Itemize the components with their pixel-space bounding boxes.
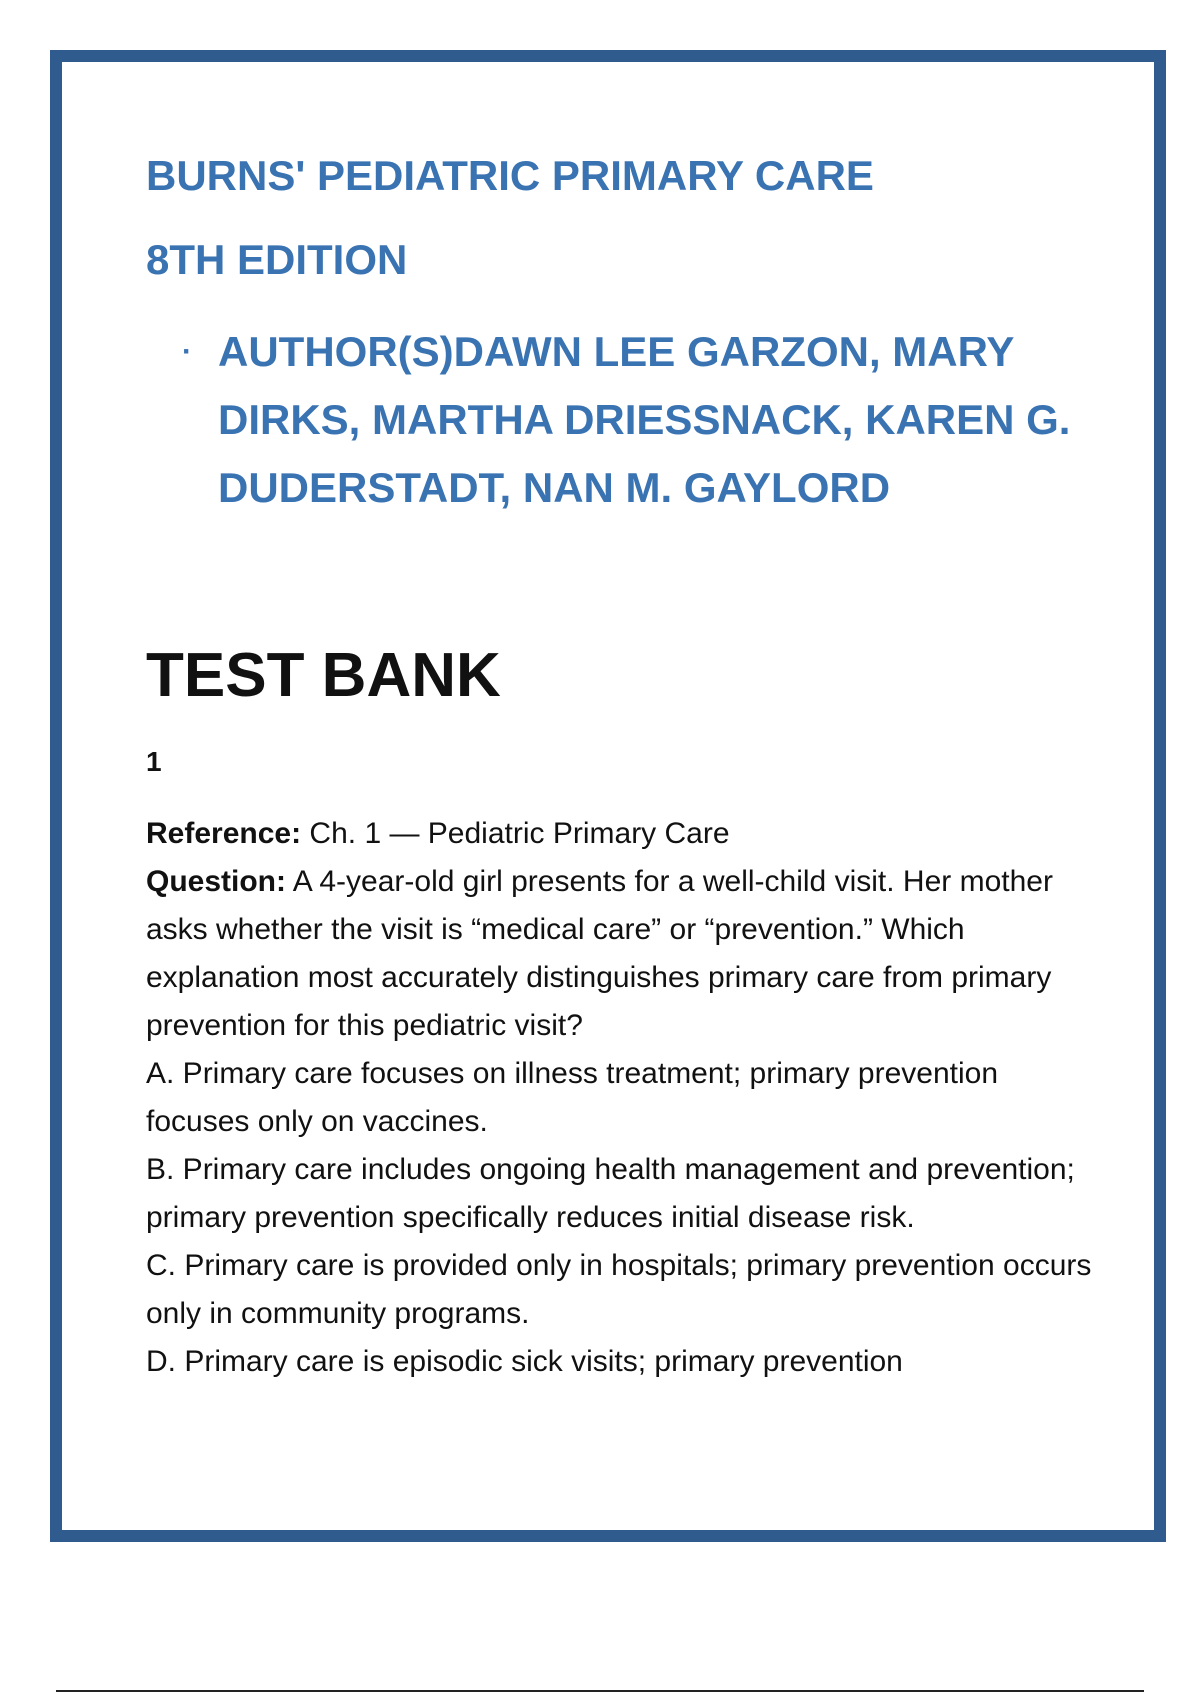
bullet-icon: · [182,335,192,368]
document-content [146,150,1106,1386]
option-d: D. Primary care is episodic sick visits; primary prevention [146,1345,903,1378]
authors-list [146,318,1106,522]
option-c: C. Primary care is provided only in hospitals; primary prevention occurs only in community programs. [146,1249,1092,1330]
reference-line [146,810,1106,858]
reference-label: Reference: [146,817,302,850]
reference-text: Ch. 1 — Pediatric Primary Care [309,817,730,850]
edition-label: 8TH EDITION [146,236,408,283]
authors-item [146,318,1106,522]
question-text: A 4-year-old girl presents for a well-child visit. Her mother asks whether the visit is “medical care” or “prevention.” Which explanation most accurately distinguishes primary care from primary prevention for this pediatric visit? [146,865,1053,1042]
footer-divider [56,1690,1144,1692]
option-a: A. Primary care focuses on illness treatment; primary prevention focuses only on vaccines. [146,1057,998,1138]
book-title: BURNS' PEDIATRIC PRIMARY CARE [146,152,874,199]
authors-text: AUTHOR(S)DAWN LEE GARZON, MARY DIRKS, MARTHA DRIESSNACK, KAREN G. DUDERSTADT, NAN M. GAYLORD [218,328,1071,511]
question-body [146,810,1106,1386]
question-label: Question: [146,865,286,898]
question-line [146,858,1106,1050]
question-number: 1 [146,746,162,777]
option-b: B. Primary care includes ongoing health management and prevention; primary prevention specifically reduces initial disease risk. [146,1153,1075,1234]
test-bank-heading: TEST BANK [146,641,501,710]
